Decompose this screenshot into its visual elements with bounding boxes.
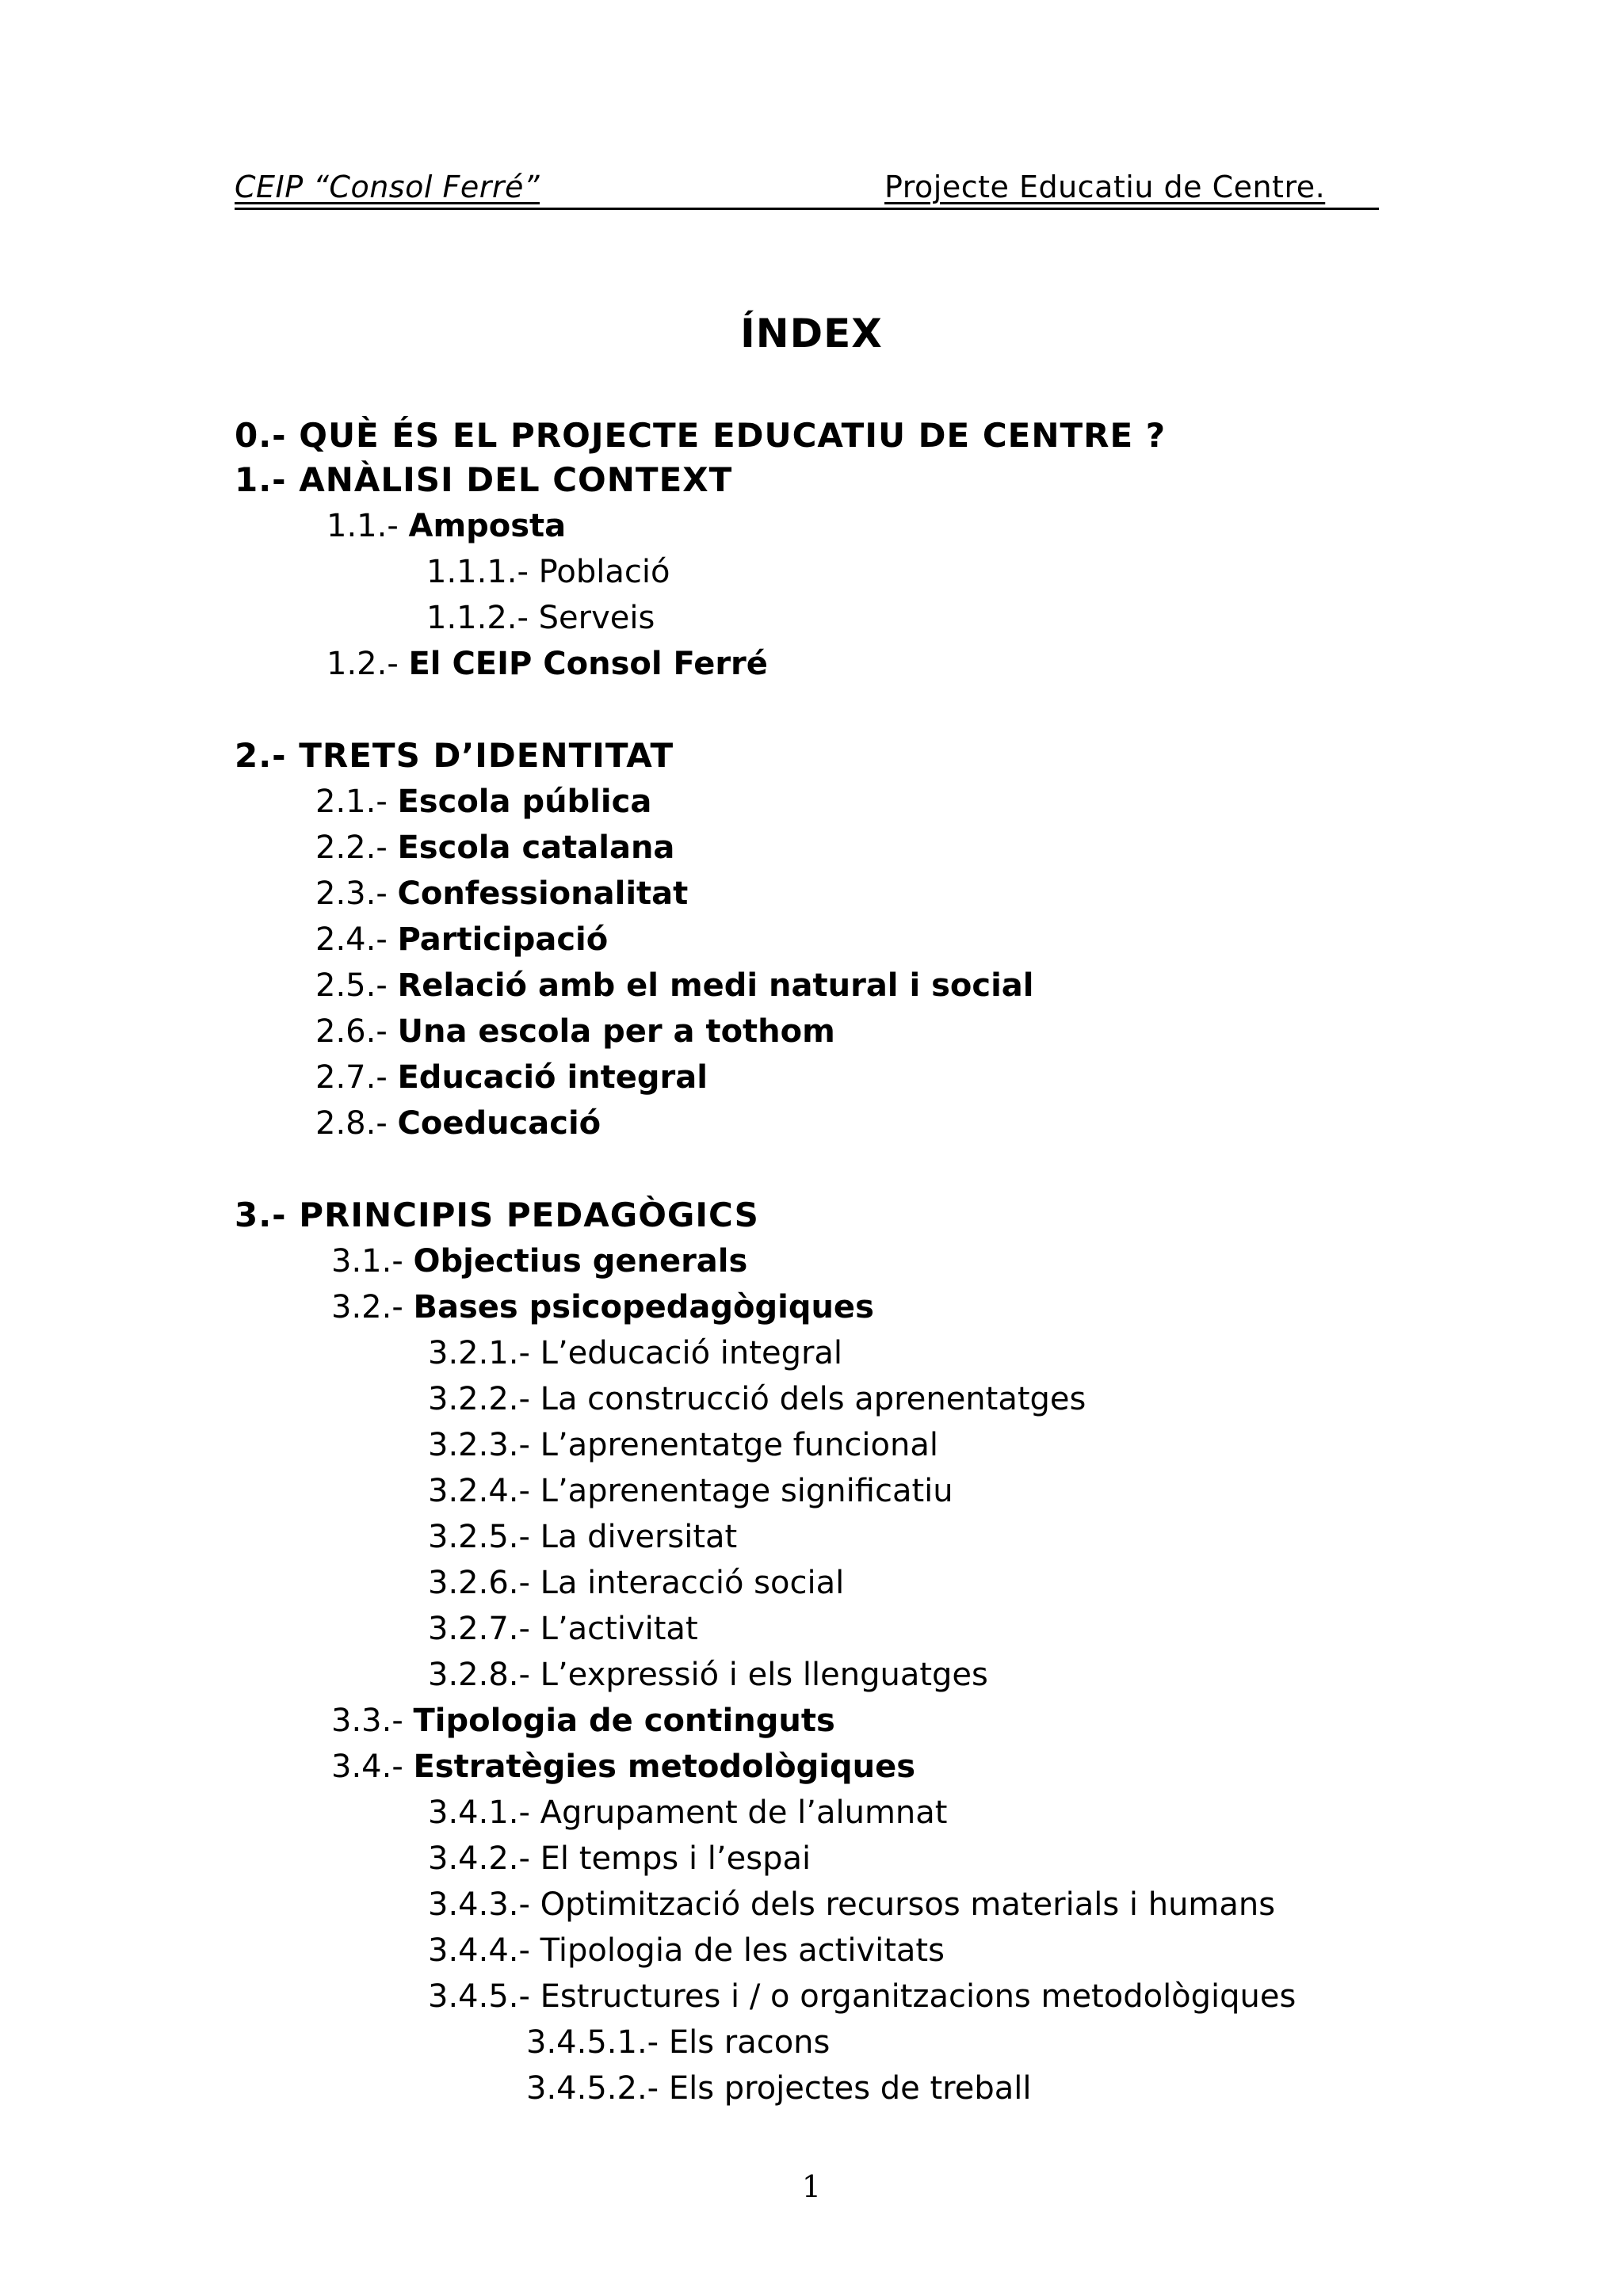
toc-entry: 1.2.- El CEIP Consol Ferré: [327, 646, 768, 682]
toc-entry: 3.2.5.- La diversitat: [428, 1519, 738, 1555]
toc-entry: 1.1.- Amposta: [327, 508, 567, 544]
index-title: ÍNDEX: [740, 311, 883, 357]
toc-entry: 1.1.2.- Serveis: [426, 600, 655, 636]
toc-entry: 3.2.8.- L’expressió i els llenguatges: [428, 1657, 988, 1693]
header-document-title: Projecte Educatiu de Centre.: [884, 170, 1326, 204]
toc-entry: 2.2.- Escola catalana: [315, 830, 675, 866]
toc-entry: 0.- QUÈ ÉS EL PROJECTE EDUCATIU DE CENTRE ?: [235, 416, 1167, 455]
toc-entry: 3.4.3.- Optimització dels recursos materials i humans: [428, 1886, 1276, 1923]
toc-entry: 3.4.5.- Estructures i / o organitzacions metodològiques: [428, 1978, 1296, 2015]
header-school-name: CEIP “Consol Ferré”: [235, 170, 540, 204]
toc-entry: 3.4.- Estratègies metodològiques: [331, 1749, 916, 1785]
toc-entry: 2.1.- Escola pública: [315, 784, 652, 820]
toc-entry: 3.- PRINCIPIS PEDAGÒGICS: [235, 1196, 759, 1234]
toc-entry: 3.4.1.- Agrupament de l’alumnat: [428, 1794, 948, 1831]
toc-entry: 3.3.- Tipologia de continguts: [331, 1703, 835, 1739]
toc-entry: 2.5.- Relació amb el medi natural i social: [315, 967, 1034, 1004]
toc-entry: 3.4.5.1.- Els racons: [526, 2024, 831, 2061]
toc-entry: 3.2.- Bases psicopedagògiques: [331, 1289, 874, 1325]
toc-entry: 3.2.2.- La construcció dels aprenentatges: [428, 1381, 1086, 1417]
toc-entry: 2.3.- Confessionalitat: [315, 875, 689, 912]
page-header: [235, 163, 1379, 210]
toc-entry: 3.4.4.- Tipologia de les activitats: [428, 1932, 945, 1969]
toc-entry: 1.1.1.- Població: [426, 554, 670, 590]
toc-entry: 3.2.4.- L’aprenentage significatiu: [428, 1473, 953, 1509]
page-number: 1: [801, 2169, 822, 2204]
toc-entry: 2.4.- Participació: [315, 921, 609, 958]
toc-entry: 2.6.- Una escola per a tothom: [315, 1013, 835, 1050]
toc-entry: 2.8.- Coeducació: [315, 1105, 601, 1142]
toc-entry: 3.2.6.- La interacció social: [428, 1565, 845, 1601]
toc-entry: 2.7.- Educació integral: [315, 1059, 708, 1096]
toc-entry: 3.2.3.- L’aprenentatge funcional: [428, 1427, 938, 1463]
toc-entry: 3.4.2.- El temps i l’espai: [428, 1840, 812, 1877]
toc-entry: 3.2.7.- L’activitat: [428, 1611, 698, 1647]
toc-entry: 3.2.1.- L’educació integral: [428, 1335, 843, 1371]
toc-entry: 3.1.- Objectius generals: [331, 1243, 748, 1280]
toc-entry: 2.- TRETS D’IDENTITAT: [235, 736, 674, 775]
toc-entry: 3.4.5.2.- Els projectes de treball: [526, 2070, 1032, 2107]
toc-entry: 1.- ANÀLISI DEL CONTEXT: [235, 460, 733, 499]
